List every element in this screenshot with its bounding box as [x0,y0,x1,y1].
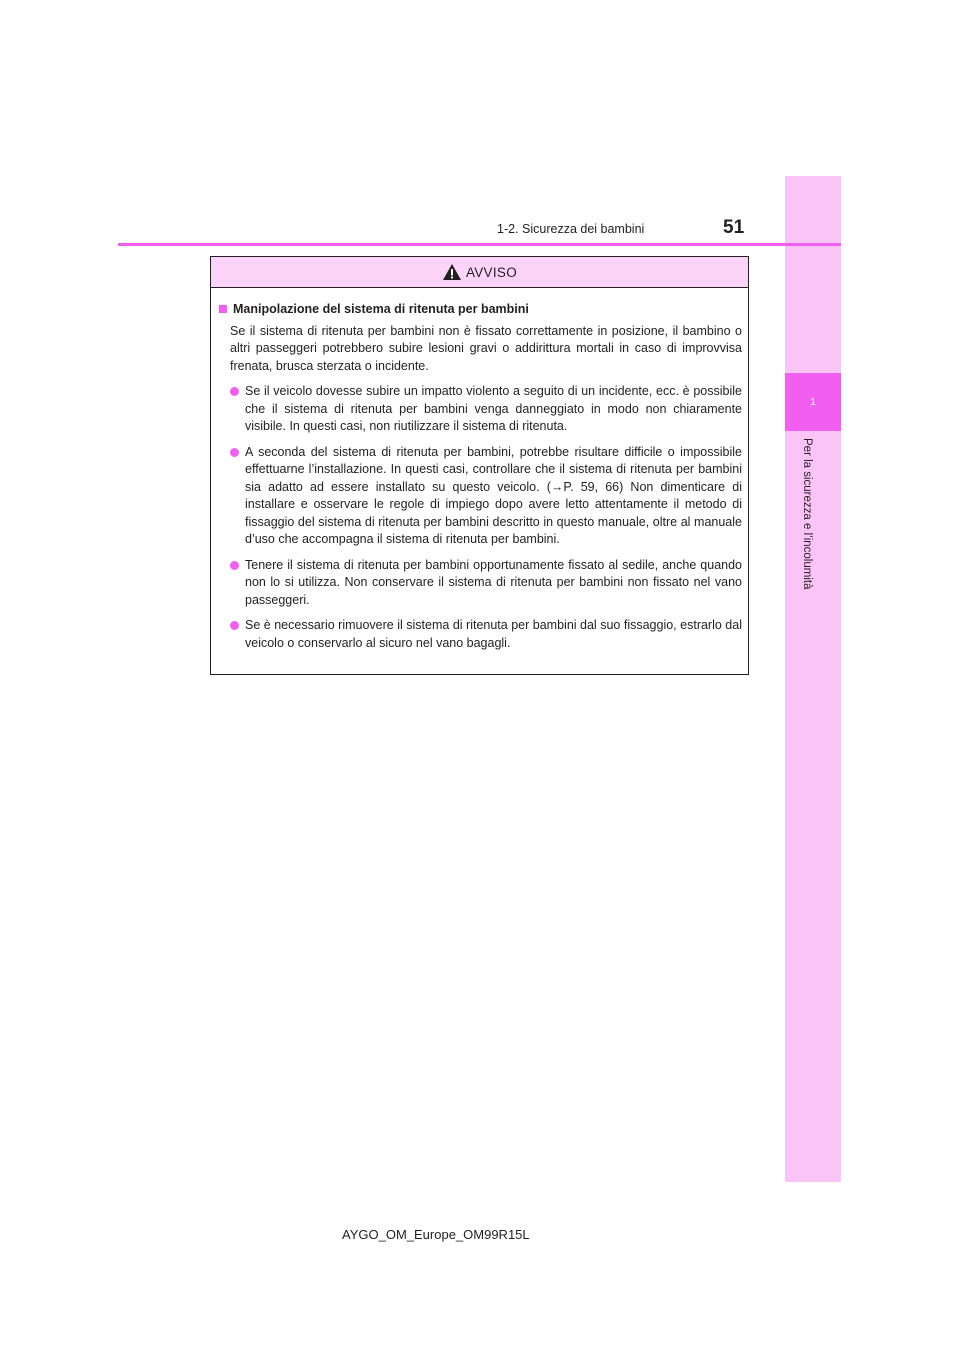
list-item [218,444,742,549]
warning-bullet-list [218,383,742,652]
header-rule [118,243,841,246]
warning-intro: Se il sistema di ritenuta per bambini non è fissato correttamente in posizione, il bambino o altri passeggeri potrebbero subire lesioni gravi o addirittura mortali in caso di improvvisa frenata, brusca sterzata o incidente. [230,323,742,373]
warning-subheading-text: Manipolazione del sistema di ritenuta per bambini [233,302,529,316]
bullet-text: A seconda del sistema di ritenuta per bambini, potrebbe risultare difficile o impossibile effettuarne l’installazione. In questi casi, controllare che il sistema di ritenuta per bambini sia adatto ad essere installato su questo veicolo. (→P. 59, 66) Non dimenticare di installare e osservare le regole di impiego dopo avere letto attentamente il metodo di fissaggio del sistema di ritenuta per bambini descritto in questo manuale, oltre al manuale d’uso che accompagna il sistema di ritenuta per bambini. [245,444,742,546]
page-number: 51 [723,217,745,238]
list-item [218,617,742,652]
list-item [218,383,742,436]
chapter-number: 1 [810,396,816,408]
chapter-side-tab [785,176,841,1182]
warning-triangle-icon [442,263,462,281]
circle-bullet-icon [230,448,239,457]
bullet-text: Tenere il sistema di ritenuta per bambini opportunamente fissato al sedile, anche quando non lo si utilizza. Non conservare il sistema di ritenuta per bambini non fissato nel vano passeggeri. [245,557,742,607]
square-bullet-icon [219,305,227,313]
warning-header [211,257,748,288]
circle-bullet-icon [230,387,239,396]
circle-bullet-icon [230,561,239,570]
chapter-title-vertical: Per la sicurezza e l’incolumità [801,438,813,590]
section-title: 1-2. Sicurezza dei bambini [497,222,645,236]
document-code: AYGO_OM_Europe_OM99R15L [342,1227,530,1242]
list-item [218,557,742,610]
warning-title: AVVISO [465,264,518,280]
warning-body [211,288,748,652]
warning-box [210,256,749,675]
bullet-text: Se il veicolo dovesse subire un impatto violento a seguito di un incidente, ecc. è possibile che il sistema di ritenuta per bambini venga danneggiato in modo non chiaramente visibile. In questi casi, non riutilizzare il sistema di ritenuta. [245,384,742,433]
warning-subheading [218,301,742,319]
chapter-number-tab [785,373,841,431]
bullet-text: Se è necessario rimuovere il sistema di ritenuta per bambini dal suo fissaggio, estrarlo dal veicolo o conservarlo al sicuro nel vano bagagli. [245,618,742,650]
circle-bullet-icon [230,621,239,630]
